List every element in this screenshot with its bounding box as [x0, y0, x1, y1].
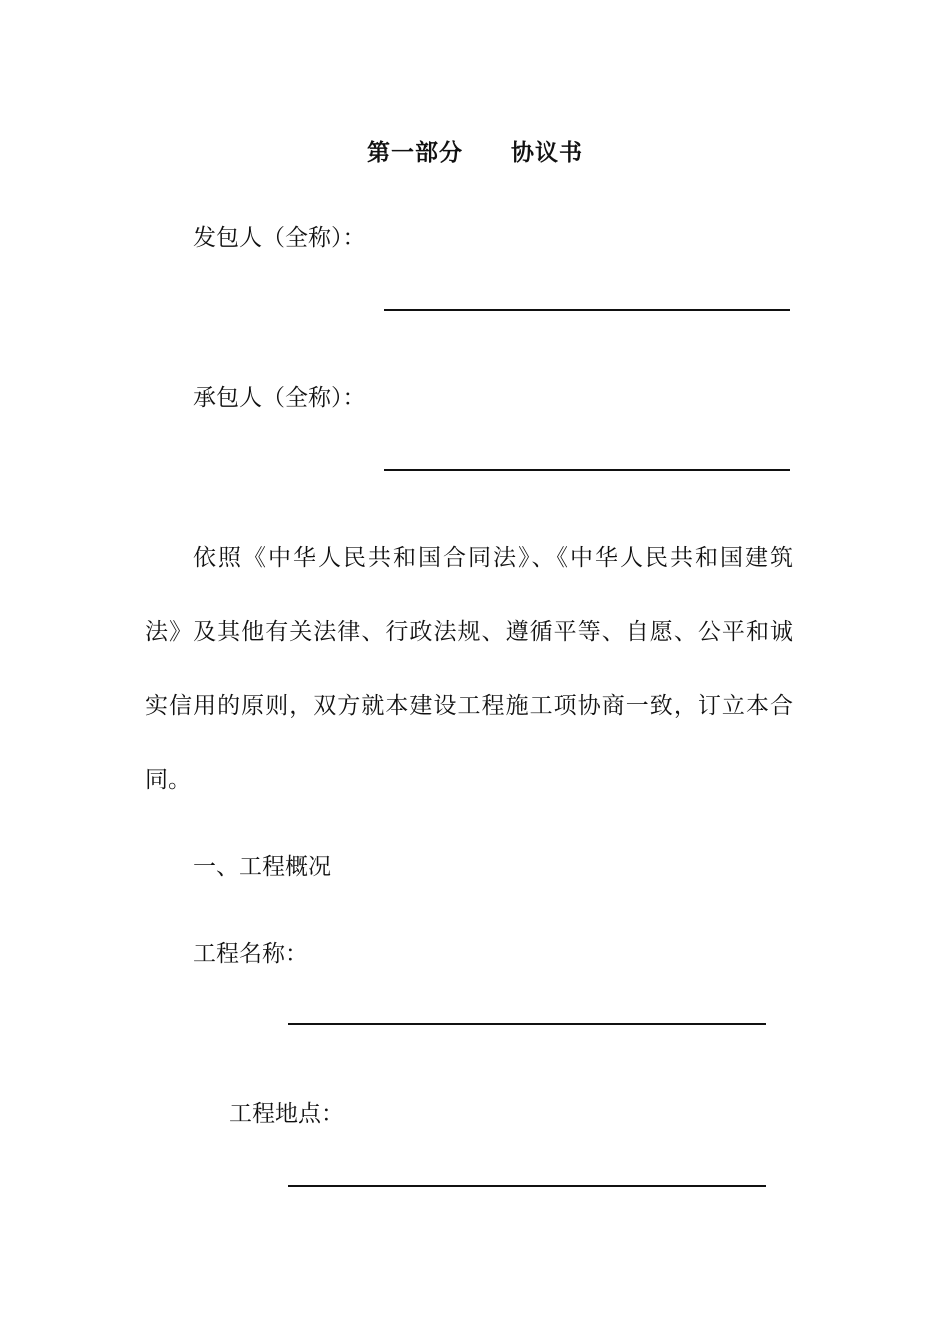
contractor-label: 承包人（全称）：: [193, 385, 366, 411]
employer-name-blank: [384, 309, 790, 311]
project-name-blank: [288, 1023, 766, 1025]
title-part: 第一部分: [367, 139, 463, 166]
preamble-line: 依照《中华人民共和国合同法》、《中华人民共和国建筑: [193, 545, 793, 571]
preamble-paragraph: [145, 542, 793, 838]
preamble-line: 同。: [145, 767, 191, 793]
preamble-line: 法》及其他有关法律、行政法规、遵循平等、自愿、公平和诚: [145, 619, 793, 645]
employer-label: 发包人（全称）：: [193, 225, 366, 251]
title-name: 协议书: [511, 139, 583, 166]
preamble-line: 实信用的原则，双方就本建设工程施工项协商一致，订立本合: [145, 693, 793, 719]
project-location-label: 工程地点：: [229, 1101, 344, 1127]
section-heading: 一、工程概况: [193, 854, 331, 880]
project-name-label: 工程名称：: [193, 941, 308, 967]
page-title: [0, 134, 950, 167]
project-location-blank: [288, 1185, 766, 1187]
contractor-name-blank: [384, 469, 790, 471]
